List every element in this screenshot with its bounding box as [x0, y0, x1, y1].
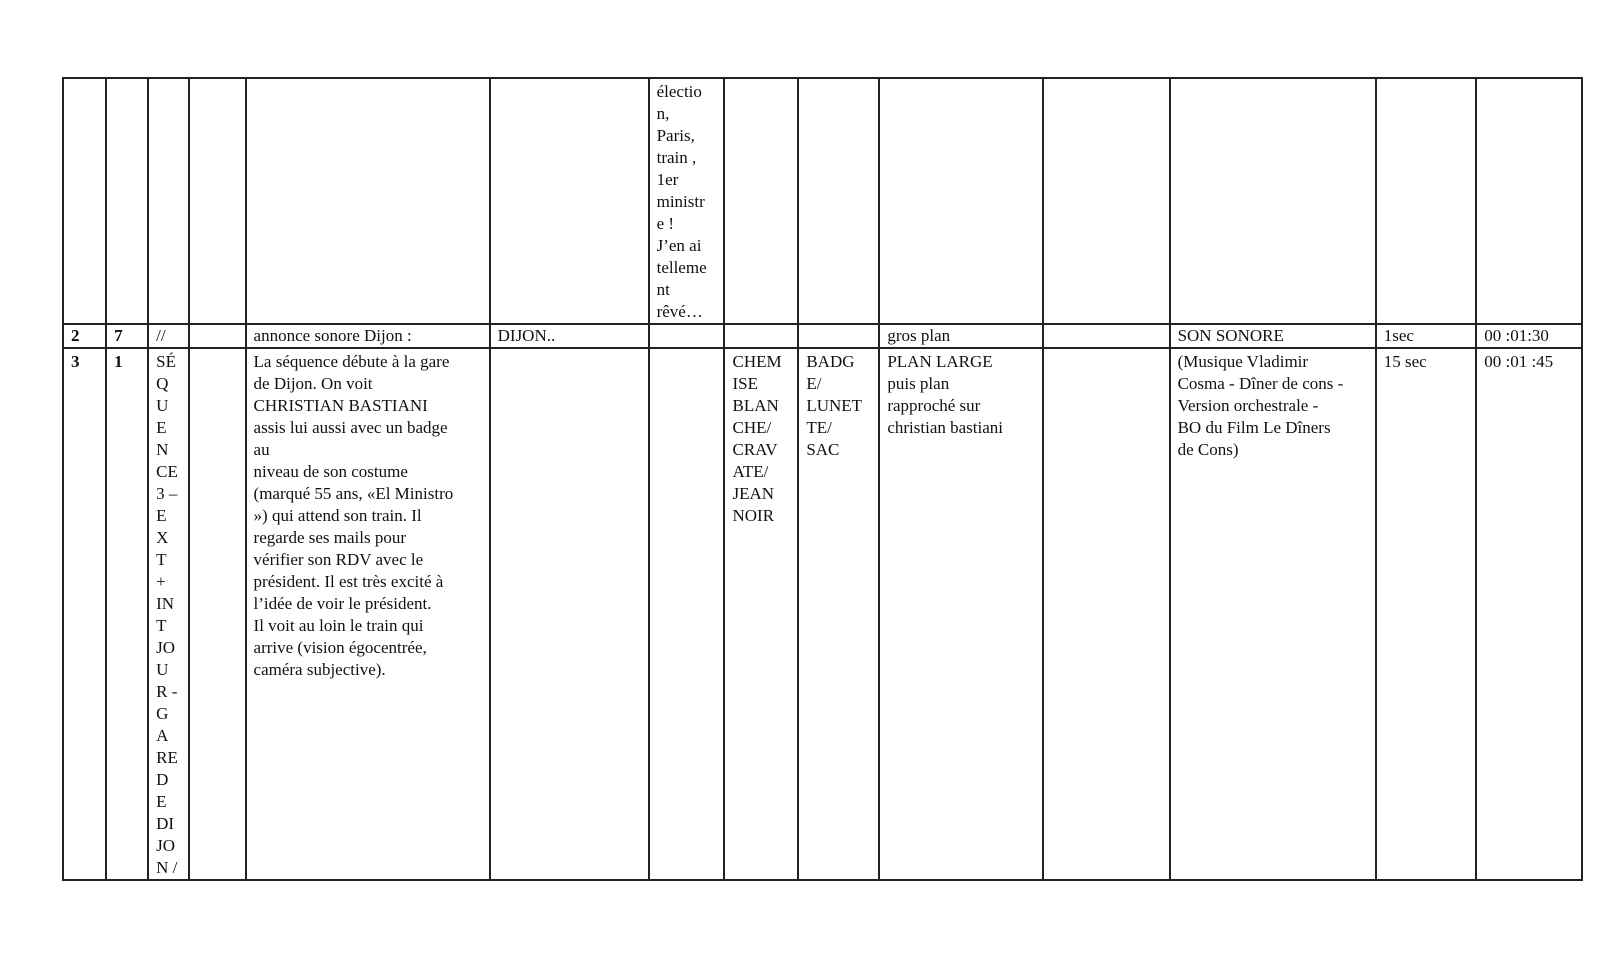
shot-type-cell: PLAN LARGE puis plan rapproché sur christian bastiani: [879, 348, 1043, 880]
dialogue-continued-cell: [649, 324, 725, 348]
dialogue-cell: DIJON..: [490, 324, 649, 348]
description-cell: annonce sonore Dijon :: [246, 324, 490, 348]
costume-cell: CHEM ISE BLAN CHE/ CRAV ATE/ JEAN NOIR: [724, 348, 798, 880]
props-cell: [798, 78, 879, 324]
duration-cell: [1376, 78, 1477, 324]
shot-number-cell: 7: [106, 324, 148, 348]
scene-number-cell: [63, 78, 106, 324]
duration-cell: 15 sec: [1376, 348, 1477, 880]
camera-movement-cell: [1043, 348, 1169, 880]
costume-cell: [724, 78, 798, 324]
empty-cell: [189, 78, 245, 324]
table-row: [63, 78, 1582, 324]
empty-cell: [189, 348, 245, 880]
shot-type-cell: [879, 78, 1043, 324]
dialogue-cell: [490, 348, 649, 880]
costume-cell: [724, 324, 798, 348]
dialogue-continued-cell: [649, 348, 725, 880]
shot-type-cell: gros plan: [879, 324, 1043, 348]
sound-cell: (Musique Vladimir Cosma - Dîner de cons - Version orchestrale - BO du Film Le Dîners de Cons): [1170, 348, 1376, 880]
dialogue-cell: [490, 78, 649, 324]
sound-cell: [1170, 78, 1376, 324]
sequence-cell: SÉ Q U E N CE 3 – E X T + IN T JO U R - G A RE D E DI JO N /: [148, 348, 189, 880]
scene-number-cell: 2: [63, 324, 106, 348]
sequence-cell: [148, 78, 189, 324]
dialogue-continued-cell: électio n, Paris, train , 1er ministr e ! J’en ai telleme nt rêvé…: [649, 78, 725, 324]
props-cell: BADG E/ LUNET TE/ SAC: [798, 348, 879, 880]
description-cell: La séquence débute à la gare de Dijon. On voit CHRISTIAN BASTIANI assis lui aussi avec un badge au niveau de son costume (marqué 55 ans, «El Ministro ») qui attend son train. Il regarde ses mails pour vérifier son RDV avec le président. Il est très excité à l’idée de voir le président. Il voit au loin le train qui arrive (vision égocentrée, caméra subjective).: [246, 348, 490, 880]
duration-cell: 1sec: [1376, 324, 1477, 348]
timecode-cell: 00 :01 :45: [1476, 348, 1582, 880]
shot-number-cell: [106, 78, 148, 324]
props-cell: [798, 324, 879, 348]
shot-number-cell: 1: [106, 348, 148, 880]
timecode-cell: 00 :01:30: [1476, 324, 1582, 348]
scene-number-cell: 3: [63, 348, 106, 880]
sequence-cell: //: [148, 324, 189, 348]
description-cell: [246, 78, 490, 324]
empty-cell: [189, 324, 245, 348]
timecode-cell: [1476, 78, 1582, 324]
camera-movement-cell: [1043, 78, 1169, 324]
storyboard-table: [62, 77, 1583, 881]
table-row: [63, 348, 1582, 880]
table-row: [63, 324, 1582, 348]
camera-movement-cell: [1043, 324, 1169, 348]
sound-cell: SON SONORE: [1170, 324, 1376, 348]
